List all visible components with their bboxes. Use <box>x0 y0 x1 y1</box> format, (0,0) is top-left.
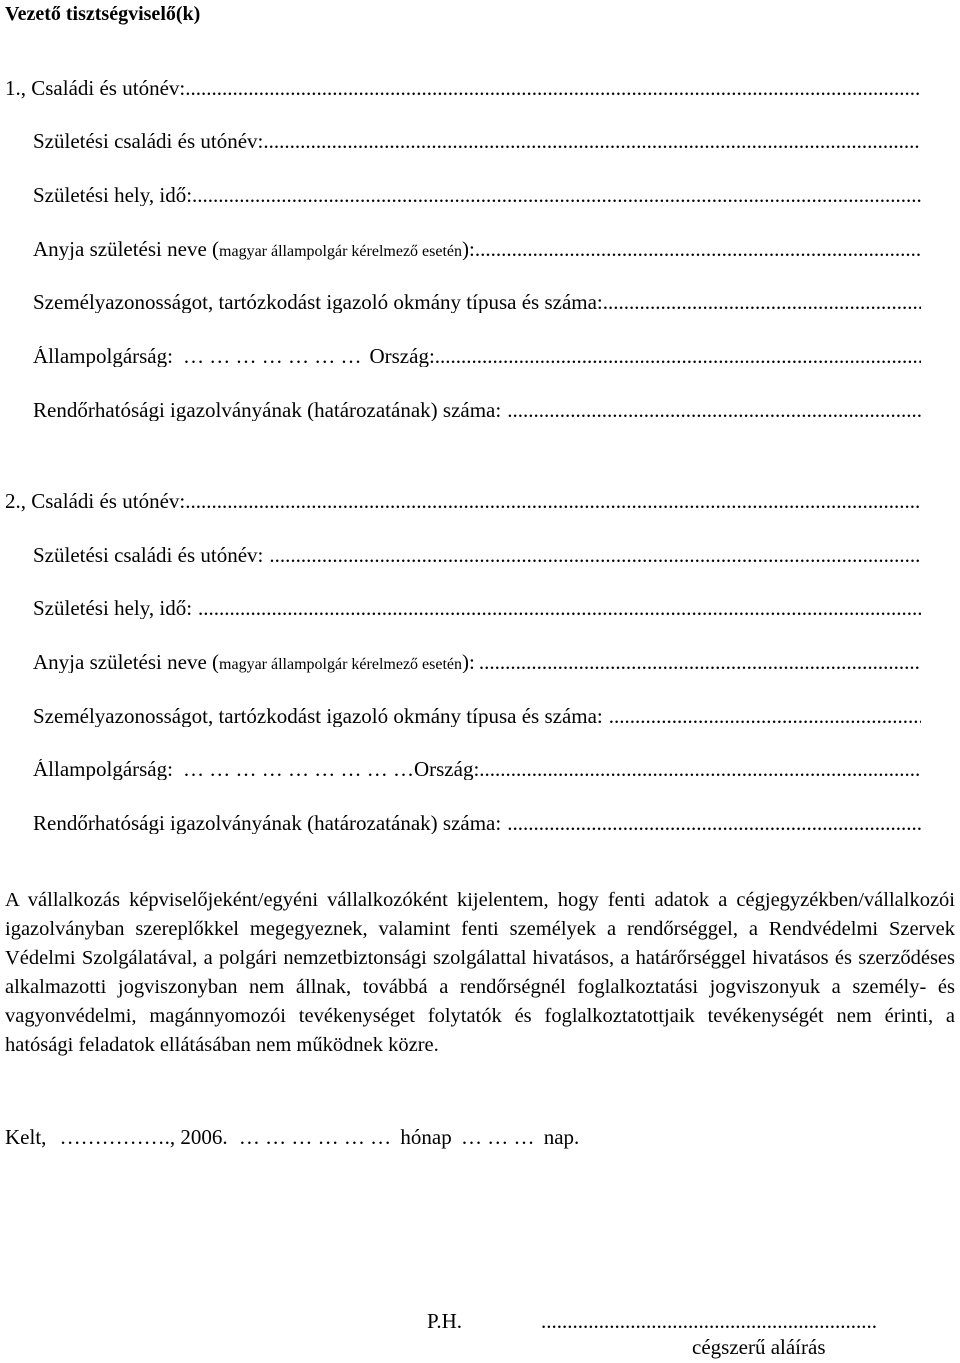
p1-citizenship-blank: … … … … … … … <box>182 346 362 367</box>
day-blank[interactable]: … … … <box>460 1125 535 1149</box>
p1-family-name-field[interactable] <box>5 78 921 99</box>
p2-family-name-label: 2., Családi és utónév: <box>5 491 186 512</box>
p1-id-doc-dots <box>603 292 921 313</box>
p1-birth-name-label: Születési családi és utónév: <box>33 131 264 152</box>
p1-country-dots <box>435 346 921 367</box>
p1-birth-place-dots <box>192 185 921 206</box>
p1-family-name-dots <box>185 78 921 99</box>
p2-birth-name-label: Születési családi és utónév: <box>33 545 264 566</box>
p2-birth-place-field[interactable] <box>33 598 921 619</box>
p1-citizenship-field[interactable] <box>33 346 921 367</box>
p2-mother-name-note: magyar állampolgár kérelmező esetén <box>219 656 463 673</box>
signature-label: cégszerű aláírás <box>692 1335 826 1359</box>
p1-mother-name-note: magyar állampolgár kérelmező esetén <box>219 243 463 260</box>
p1-birth-place-label: Születési hely, idő: <box>33 185 193 206</box>
declaration-paragraph: A vállalkozás képviselőjeként/egyéni vállalkozóként kijelentem, hogy fenti adatok a cégjegyzékben/vállalkozói igazolványban szereplőkkel megegyeznek, valamint fenti személyek a rendőrséggel, a Rendvédelmi Szervek Védelmi Szolgálatával, a polgári nemzetbiztonsági szolgálattal hivatásos, a határőrséggel hivatásos és szerződéses alkalmazotti jogviszonyban nem állnak, továbbá a rendőrségnél foglalkoztatási jogviszonyuk a személy- és vagyonvédelmi, magánnyomozói tevékenységet folytatók és foglalkoztatottjaik tevékenységét nem érinti, a hatósági feladatok ellátásában nem működnek közre. <box>5 889 955 1056</box>
p2-family-name-field[interactable] <box>5 491 921 512</box>
p2-birth-name-field[interactable] <box>33 545 921 566</box>
p2-family-name-dots <box>185 491 921 512</box>
kelt-label: Kelt, <box>5 1125 47 1149</box>
p2-id-doc-field[interactable] <box>33 706 921 727</box>
p2-mother-name-dots <box>479 652 921 673</box>
stamp-label: P.H. <box>427 1309 463 1333</box>
p2-mother-name-field[interactable] <box>33 652 921 673</box>
p1-mother-name-dots <box>475 239 921 260</box>
p1-police-id-dots <box>507 400 921 421</box>
p2-country-dots <box>479 759 921 780</box>
p2-birth-place-dots <box>198 598 921 619</box>
p1-police-id-field[interactable] <box>33 400 921 421</box>
year-text: , 2006. <box>169 1125 228 1149</box>
p1-birth-place-field[interactable] <box>33 185 921 206</box>
p2-citizenship-label: Állampolgárság: <box>33 759 173 780</box>
form-heading: Vezető tisztségviselő(k) <box>5 3 201 25</box>
p2-id-doc-dots <box>609 706 921 727</box>
p2-mother-name-label: Anyja születési neve (magyar állampolgár kérelmező esetén): <box>33 652 475 673</box>
p2-country-label: Ország: <box>413 759 480 780</box>
month-blank[interactable]: … … … … … … <box>238 1125 392 1149</box>
day-label: nap. <box>543 1125 580 1149</box>
p1-birth-name-field[interactable] <box>33 131 921 152</box>
signature-line[interactable]: ................................................................ <box>541 1311 877 1332</box>
p1-citizenship-label: Állampolgárság: <box>33 346 173 367</box>
p1-family-name-label: 1., Családi és utónév: <box>5 78 186 99</box>
p1-police-id-label: Rendőrhatósági igazolványának (határozatának) száma: <box>33 400 502 421</box>
month-label: hónap <box>400 1125 452 1149</box>
p1-mother-name-field[interactable] <box>33 239 921 260</box>
p1-id-doc-field[interactable] <box>33 292 921 313</box>
p2-birth-name-dots <box>269 545 921 566</box>
p2-police-id-dots <box>507 813 921 834</box>
p2-police-id-field[interactable] <box>33 813 921 834</box>
p2-citizenship-field[interactable] <box>33 759 921 780</box>
p1-country-label: Ország: <box>369 346 435 367</box>
p2-citizenship-blank: … … … … … … … … … <box>182 759 414 780</box>
p2-id-doc-label: Személyazonosságot, tartózkodást igazoló okmány típusa és száma: <box>33 706 603 727</box>
p2-police-id-label: Rendőrhatósági igazolványának (határozatának) száma: <box>33 813 502 834</box>
date-line[interactable] <box>5 1127 579 1148</box>
p1-mother-name-label: Anyja születési neve (magyar állampolgár kérelmező esetén): <box>33 239 475 260</box>
place-blank[interactable]: ……………. <box>59 1125 170 1149</box>
p2-birth-place-label: Születési hely, idő: <box>33 598 193 619</box>
p1-birth-name-dots <box>263 131 921 152</box>
p1-id-doc-label: Személyazonosságot, tartózkodást igazoló okmány típusa és száma: <box>33 292 603 313</box>
